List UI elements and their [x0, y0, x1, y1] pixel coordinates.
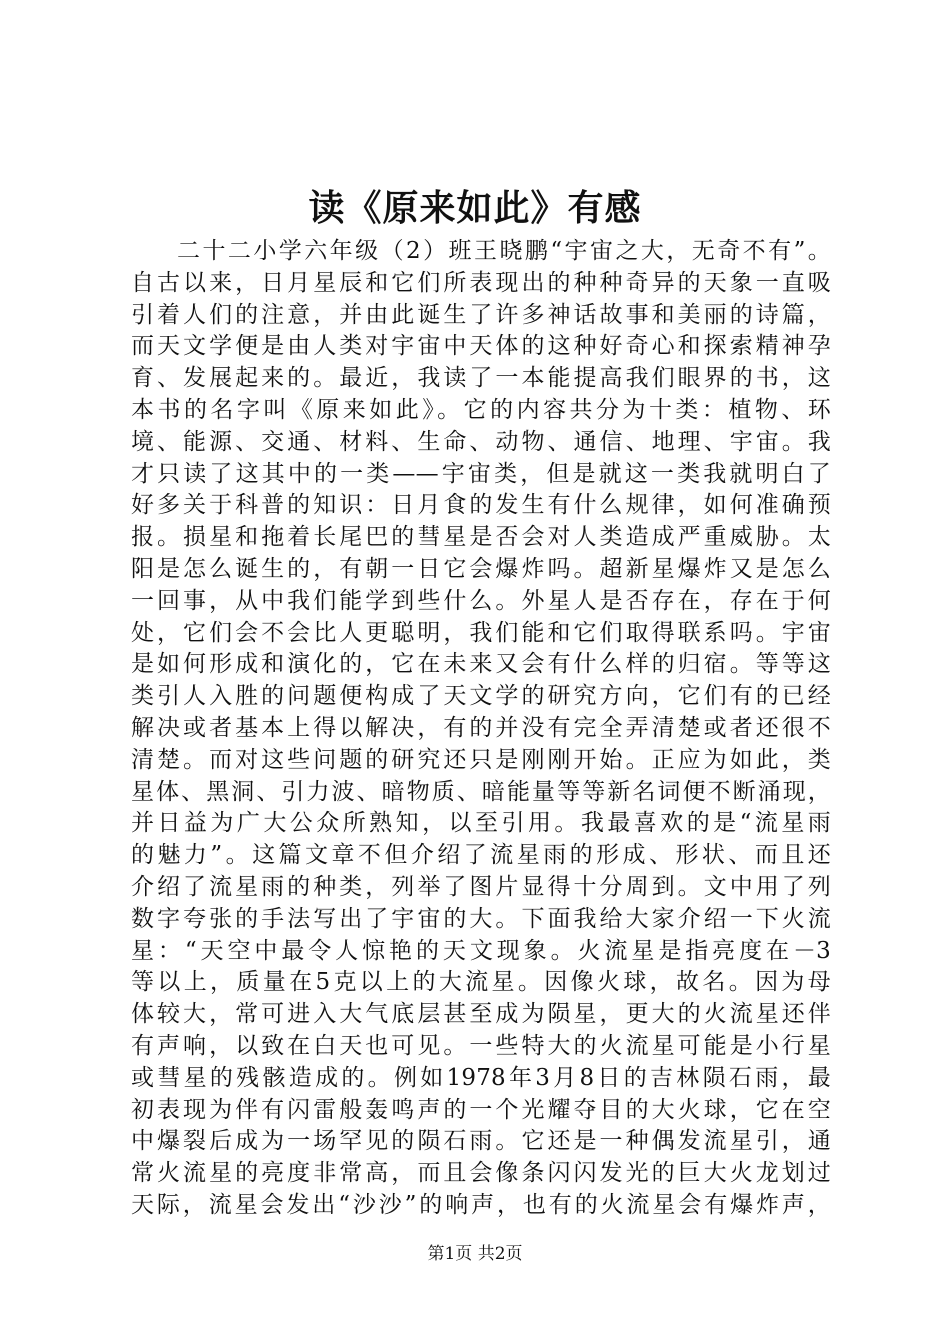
text-line: 常火流星的亮度非常高，而且会像条闪闪发光的巨大火龙划过 — [131, 1160, 831, 1187]
text-line: 二十二小学六年级（2）班王晓鹏“宇宙之大，无奇不有”。 — [177, 238, 831, 264]
text-line: 一回事，从中我们能学到些什么。外星人是否存在，存在于何 — [131, 587, 831, 614]
text-line: 类引人入胜的问题便构成了天文学的研究方向，它们有的已经 — [131, 683, 831, 710]
text-line: 等以上，质量在5克以上的大流星。因像火球，故名。因为母 — [131, 969, 831, 996]
text-line: 数字夸张的手法写出了宇宙的大。下面我给大家介绍一下火流 — [131, 905, 831, 932]
text-line: 体较大，常可进入大气底层甚至成为陨星，更大的火流星还伴 — [131, 1001, 831, 1028]
text-line: 阳是怎么诞生的，有朝一日它会爆炸吗。超新星爆炸又是怎么 — [131, 555, 831, 582]
text-line: 清楚。而对这些问题的研究还只是刚刚开始。正应为如此，类 — [131, 746, 831, 773]
text-line: 中爆裂后成为一场罕见的陨石雨。它还是一种偶发流星引，通 — [131, 1128, 831, 1155]
text-line: 是如何形成和演化的，它在未来又会有什么样的归宿。等等这 — [131, 651, 831, 678]
text-line: 有声响，以致在白天也可见。一些特大的火流星可能是小行星 — [131, 1032, 831, 1059]
text-line: 星体、黑洞、引力波、暗物质、暗能量等等新名词便不断涌现， — [131, 778, 831, 805]
text-line: 或彗星的残骸造成的。例如1978年3月8日的吉林陨石雨，最 — [131, 1064, 831, 1091]
text-line: 育、发展起来的。最近，我读了一本能提高我们眼界的书，这 — [131, 365, 831, 392]
text-line: 报。损星和拖着长尾巴的彗星是否会对人类造成严重威胁。太 — [131, 524, 831, 551]
text-line: 初表现为伴有闪雷般轰鸣声的一个光耀夺目的大火球，它在空 — [131, 1096, 831, 1123]
text-line: 并日益为广大公众所熟知，以至引用。我最喜欢的是“流星雨 — [131, 810, 831, 837]
text-line: 的魅力”。这篇文章不但介绍了流星雨的形成、形状、而且还 — [131, 842, 831, 869]
text-line: 处，它们会不会比人更聪明，我们能和它们取得联系吗。宇宙 — [131, 619, 831, 646]
text-line: 解决或者基本上得以解决，有的并没有完全弄清楚或者还很不 — [131, 714, 831, 741]
text-line: 引着人们的注意，并由此诞生了许多神话故事和美丽的诗篇， — [131, 301, 831, 328]
text-line: 境、能源、交通、材料、生命、动物、通信、地理、宇宙。我 — [131, 428, 831, 455]
page-number-footer: 第1页 共2页 — [427, 1244, 523, 1264]
text-line: 自古以来，日月星辰和它们所表现出的种种奇异的天象一直吸 — [131, 269, 831, 296]
text-line: 本书的名字叫《原来如此》。它的内容共分为十类：植物、环 — [131, 396, 831, 423]
text-line: 好多关于科普的知识：日月食的发生有什么规律，如何准确预 — [131, 492, 831, 519]
text-line: 才只读了这其中的一类——宇宙类，但是就这一类我就明白了 — [131, 460, 831, 487]
text-line: 星：“天空中最令人惊艳的天文现象。火流星是指亮度在－3 — [131, 937, 831, 964]
text-line: 而天文学便是由人类对宇宙中天体的这种好奇心和探索精神孕 — [131, 333, 831, 360]
text-line: 天际，流星会发出“沙沙”的响声，也有的火流星会有爆炸声， — [131, 1191, 831, 1218]
text-line: 介绍了流星雨的种类，列举了图片显得十分周到。文中用了列 — [131, 873, 831, 900]
page-title: 读《原来如此》有感 — [308, 187, 642, 229]
body-paragraph — [131, 236, 831, 1222]
